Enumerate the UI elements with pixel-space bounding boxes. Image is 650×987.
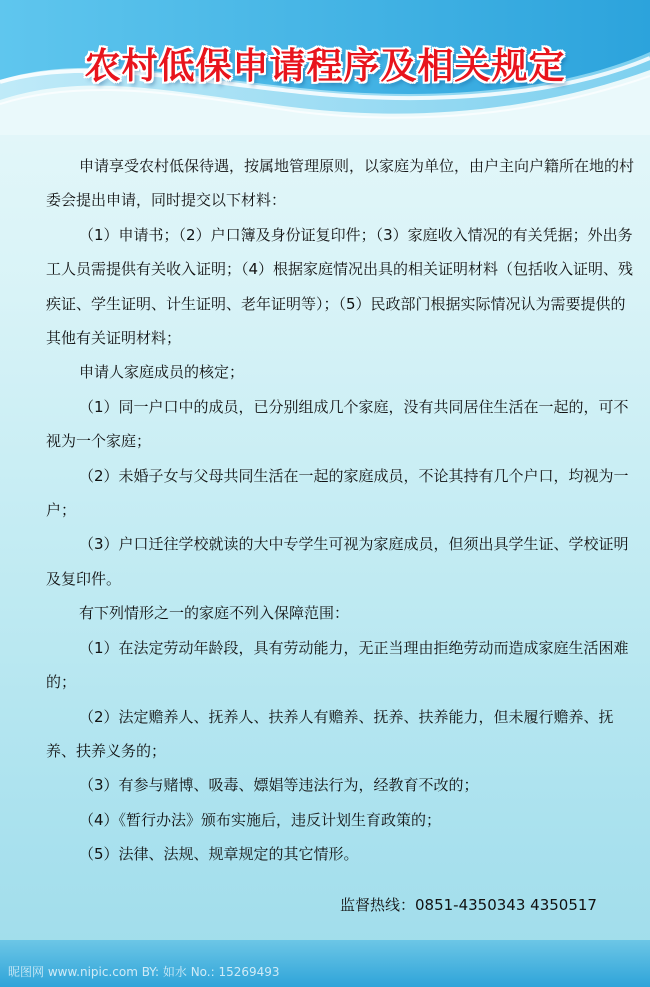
- header-banner: [0, 0, 650, 135]
- content-body: [46, 149, 636, 872]
- paragraph-exclusion-1: （1）在法定劳动年龄段，具有劳动能力，无正当理由拒绝劳动而造成家庭生活困难的；: [46, 638, 629, 692]
- paragraph-exclusion-4: （4）《暂行办法》颁布实施后，违反计划生育政策的；: [79, 810, 442, 829]
- hotline-text: 监督热线：0851-4350343 4350517: [340, 896, 597, 914]
- paragraph-members-2: （2）未婚子女与父母共同生活在一起的家庭成员，不论其持有几个户口，均视为一户；: [46, 466, 629, 520]
- paragraph-materials: （1）申请书；（2）户口簿及身份证复印件；（3）家庭收入情况的有关凭据；外出务工人员需提供有关收入证明；（4）根据家庭情况出具的相关证明材料（包括收入证明、残疾证、学生证明、计生证明、老年证明等）；（5）民政部门根据实际情况认为需要提供的其他有关证明材料；: [46, 225, 634, 348]
- paragraph-members-heading: 申请人家庭成员的核定；: [79, 363, 245, 382]
- paragraph-members-3: （3）户口迁往学校就读的大中专学生可视为家庭成员，但须出具学生证、学校证明及复印件。: [46, 535, 629, 588]
- paragraph-intro: 申请享受农村低保待遇，按属地管理原则，以家庭为单位，由户主向户籍所在地的村委会提出申请，同时提交以下材料：: [46, 157, 635, 210]
- paragraph-exclusion-5: （5）法律、法规、规章规定的其它情形。: [79, 845, 359, 864]
- page-title: 农村低保申请程序及相关规定: [84, 46, 566, 87]
- paragraph-exclusion-3: （3）有参与赌博、吸毒、嫖娼等违法行为，经教育不改的；: [79, 776, 479, 795]
- paragraph-exclusion-2: （2）法定赡养人、抚养人、扶养人有赡养、抚养、扶养能力，但未履行赡养、抚养、扶养义务的；: [46, 707, 614, 760]
- paragraph-members-1: （1）同一户口中的成员，已分别组成几个家庭，没有共同居住生活在一起的，可不视为一个家庭；: [46, 397, 629, 451]
- watermark: 昵图网 www.nipic.com BY: 如水 No.: 15269493: [8, 965, 280, 979]
- paragraph-exclusion-heading: 有下列情形之一的家庭不列入保障范围：: [79, 604, 350, 623]
